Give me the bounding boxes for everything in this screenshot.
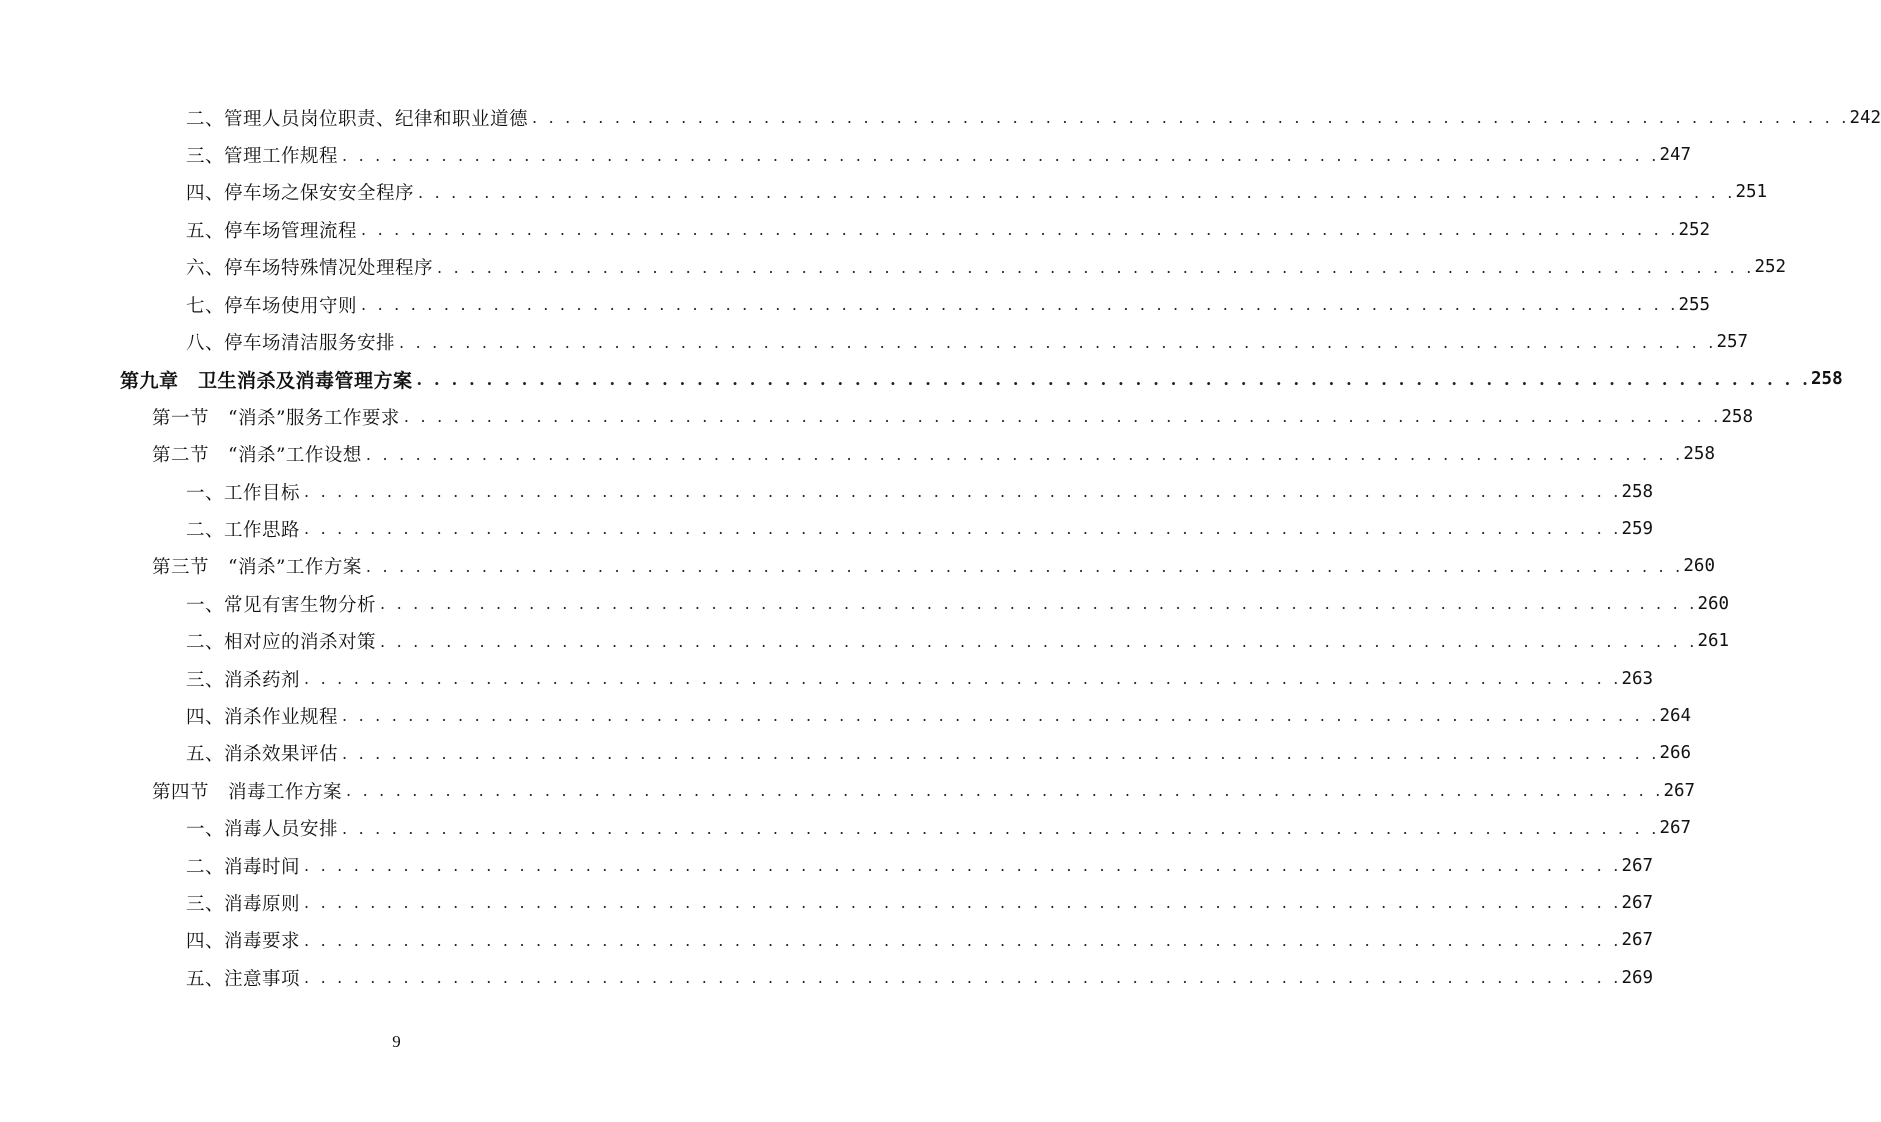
dot-leader: . . . . . . . . . . . . . . . . . . . . . . . . . . . . . . . . . . . . . . . . . . . . . . . . . . . . . . . . . . . . . . . . . . . . . . . . . . . . . . . . xyxy=(437,257,1755,277)
dot-leader: . . . . . . . . . . . . . . . . . . . . . . . . . . . . . . . . . . . . . . . . . . . . . . . . . . . . . . . . . . . . . . . . . . . . . . . . . . . . . . . . xyxy=(403,407,1722,427)
toc-entry-item xyxy=(0,323,1749,360)
toc-entry-title: 三、管理工作规程 xyxy=(186,146,339,168)
toc-entry-page-number: 247 xyxy=(1659,145,1692,166)
dot-leader: . . . . . . . . . . . . . . . . . . . . . . . . . . . . . . . . . . . . . . . . . . . . . . . . . . . . . . . . . . . . . . . . . . . . . . . . . . . . . . . . xyxy=(365,556,1684,576)
dot-leader: . . . . . . . . . . . . . . . . . . . . . . . . . . . . . . . . . . . . . . . . . . . . . . . . . . . . . . . . . . . . . . . . . . . . . . . . . . . . . . . . xyxy=(346,781,1664,801)
dot-leader: . . . . . . . . . . . . . . . . . . . . . . . . . . . . . . . . . . . . . . . . . . . . . . . . . . . . . . . . . . . . . . . . . . . . . . . . . . . . . . . . xyxy=(416,369,1811,389)
toc-entry-page-number: 266 xyxy=(1659,743,1692,764)
toc-entry-item xyxy=(0,286,1711,323)
toc-entry-title: 一、常见有害生物分析 xyxy=(186,594,377,616)
toc-entry-item xyxy=(0,697,1692,734)
dot-leader: . . . . . . . . . . . . . . . . . . . . . . . . . . . . . . . . . . . . . . . . . . . . . . . . . . . . . . . . . . . . . . . . . . . . . . . . . . . . . . . . xyxy=(304,893,1622,913)
toc-entry-item xyxy=(0,660,1654,697)
toc-entry-title: 一、工作目标 xyxy=(186,482,301,504)
toc-entry-page-number: 258 xyxy=(1683,444,1715,465)
toc-entry-item xyxy=(0,959,1654,996)
toc-entry-item xyxy=(0,622,1730,659)
toc-entry-title: 第九章 卫生消杀及消毒管理方案 xyxy=(120,369,413,392)
toc-entry-title: 二、管理人员岗位职责、纪律和职业道德 xyxy=(186,108,529,130)
toc-entry-page-number: 251 xyxy=(1735,182,1768,203)
toc-entry-page-number: 259 xyxy=(1621,518,1654,539)
toc-entry-page-number: 242 xyxy=(1849,107,1881,128)
dot-leader: . . . . . . . . . . . . . . . . . . . . . . . . . . . . . . . . . . . . . . . . . . . . . . . . . . . . . . . . . . . . . . . . . . . . . . . . . . . . . . . . xyxy=(380,631,1698,651)
toc-entry-item xyxy=(0,884,1654,921)
dot-leader: . . . . . . . . . . . . . . . . . . . . . . . . . . . . . . . . . . . . . . . . . . . . . . . . . . . . . . . . . . . . . . . . . . . . . . . . . . . . . . . . xyxy=(342,743,1660,763)
table-of-contents xyxy=(0,99,1881,996)
toc-entry-page-number: 267 xyxy=(1621,855,1654,876)
toc-entry-section xyxy=(0,436,1715,473)
toc-entry-title: 第三节 “消杀”工作方案 xyxy=(152,557,362,579)
dot-leader: . . . . . . . . . . . . . . . . . . . . . . . . . . . . . . . . . . . . . . . . . . . . . . . . . . . . . . . . . . . . . . . . . . . . . . . . . . . . . . . . xyxy=(304,519,1622,539)
toc-entry-title: 三、消杀药剂 xyxy=(186,669,301,691)
toc-entry-page-number: 260 xyxy=(1697,593,1730,614)
dot-leader: . . . . . . . . . . . . . . . . . . . . . . . . . . . . . . . . . . . . . . . . . . . . . . . . . . . . . . . . . . . . . . . . . . . . . . . . . . . . . . . . xyxy=(304,968,1622,988)
dot-leader: . . . . . . . . . . . . . . . . . . . . . . . . . . . . . . . . . . . . . . . . . . . . . . . . . . . . . . . . . . . . . . . . . . . . . . . . . . . . . . . . xyxy=(342,145,1660,165)
toc-entry-page-number: 252 xyxy=(1754,257,1787,278)
toc-entry-title: 五、注意事项 xyxy=(186,968,301,990)
page-number: 9 xyxy=(392,1032,401,1051)
toc-entry-title: 二、消毒时间 xyxy=(186,856,301,878)
toc-entry-item xyxy=(0,847,1654,884)
toc-entry-item xyxy=(0,99,1881,136)
dot-leader: . . . . . . . . . . . . . . . . . . . . . . . . . . . . . . . . . . . . . . . . . . . . . . . . . . . . . . . . . . . . . . . . . . . . . . . . . . . . . . . . xyxy=(380,594,1698,614)
dot-leader: . . . . . . . . . . . . . . . . . . . . . . . . . . . . . . . . . . . . . . . . . . . . . . . . . . . . . . . . . . . . . . . . . . . . . . . . . . . . . . . . xyxy=(304,482,1622,502)
toc-entry-item xyxy=(0,735,1692,772)
toc-entry-title: 第二节 “消杀”工作设想 xyxy=(152,445,362,467)
toc-entry-item xyxy=(0,211,1711,248)
toc-entry-item xyxy=(0,473,1654,510)
dot-leader: . . . . . . . . . . . . . . . . . . . . . . . . . . . . . . . . . . . . . . . . . . . . . . . . . . . . . . . . . . . . . . . . . . . . . . . . . . . . . . . . xyxy=(361,295,1679,315)
dot-leader: . . . . . . . . . . . . . . . . . . . . . . . . . . . . . . . . . . . . . . . . . . . . . . . . . . . . . . . . . . . . . . . . . . . . . . . . . . . . . . . . xyxy=(304,930,1622,950)
dot-leader: . . . . . . . . . . . . . . . . . . . . . . . . . . . . . . . . . . . . . . . . . . . . . . . . . . . . . . . . . . . . . . . . . . . . . . . . . . . . . . . . xyxy=(399,332,1717,352)
toc-entry-title: 八、停车场清洁服务安排 xyxy=(186,333,396,355)
toc-entry-page-number: 267 xyxy=(1621,930,1654,951)
dot-leader: . . . . . . . . . . . . . . . . . . . . . . . . . . . . . . . . . . . . . . . . . . . . . . . . . . . . . . . . . . . . . . . . . . . . . . . . . . . . . . . . xyxy=(304,856,1622,875)
toc-entry-item xyxy=(0,922,1654,959)
toc-entry-page-number: 252 xyxy=(1678,219,1711,240)
toc-entry-item xyxy=(0,174,1768,211)
toc-entry-title: 五、停车场管理流程 xyxy=(186,220,358,242)
dot-leader: . . . . . . . . . . . . . . . . . . . . . . . . . . . . . . . . . . . . . . . . . . . . . . . . . . . . . . . . . . . . . . . . . . . . . . . . . . . . . . . . xyxy=(365,444,1684,464)
toc-entry-chapter xyxy=(0,361,1843,398)
toc-entry-item xyxy=(0,585,1730,622)
toc-entry-page-number: 261 xyxy=(1697,631,1730,652)
dot-leader: . . . . . . . . . . . . . . . . . . . . . . . . . . . . . . . . . . . . . . . . . . . . . . . . . . . . . . . . . . . . . . . . . . . . . . . . . . . . . . . . xyxy=(342,818,1660,838)
toc-entry-page-number: 263 xyxy=(1621,668,1654,689)
toc-entry-page-number: 260 xyxy=(1683,556,1715,577)
toc-entry-title: 第四节 消毒工作方案 xyxy=(152,781,343,803)
toc-entry-page-number: 257 xyxy=(1716,332,1749,353)
toc-entry-page-number: 267 xyxy=(1663,780,1696,801)
toc-entry-title: 四、停车场之保安安全程序 xyxy=(186,183,415,205)
dot-leader: . . . . . . . . . . . . . . . . . . . . . . . . . . . . . . . . . . . . . . . . . . . . . . . . . . . . . . . . . . . . . . . . . . . . . . . . . . . . . . . . xyxy=(532,108,1850,128)
toc-entry-title: 六、停车场特殊情况处理程序 xyxy=(186,258,434,280)
dot-leader: . . . . . . . . . . . . . . . . . . . . . . . . . . . . . . . . . . . . . . . . . . . . . . . . . . . . . . . . . . . . . . . . . . . . . . . . . . . . . . . . xyxy=(304,669,1622,689)
toc-entry-title: 五、消杀效果评估 xyxy=(186,744,339,766)
toc-entry-title: 四、消毒要求 xyxy=(186,931,301,953)
toc-entry-title: 一、消毒人员安排 xyxy=(186,819,339,841)
dot-leader: . . . . . . . . . . . . . . . . . . . . . . . . . . . . . . . . . . . . . . . . . . . . . . . . . . . . . . . . . . . . . . . . . . . . . . . . . . . . . . . . xyxy=(342,706,1660,726)
dot-leader: . . . . . . . . . . . . . . . . . . . . . . . . . . . . . . . . . . . . . . . . . . . . . . . . . . . . . . . . . . . . . . . . . . . . . . . . . . . . . . . . xyxy=(361,220,1679,240)
toc-entry-page-number: 258 xyxy=(1721,406,1753,427)
toc-entry-page-number: 255 xyxy=(1678,294,1711,315)
toc-entry-page-number: 267 xyxy=(1659,818,1692,839)
toc-entry-page-number: 258 xyxy=(1811,369,1843,390)
toc-entry-item xyxy=(0,510,1654,547)
toc-entry-title: 七、停车场使用守则 xyxy=(186,295,358,317)
toc-entry-page-number: 269 xyxy=(1621,967,1654,988)
toc-entry-title: 三、消毒原则 xyxy=(186,893,301,915)
toc-entry-page-number: 267 xyxy=(1621,892,1654,913)
toc-entry-section xyxy=(0,772,1696,809)
toc-entry-title: 第一节 “消杀”服务工作要求 xyxy=(152,407,400,429)
toc-entry-section xyxy=(0,548,1715,585)
toc-entry-item xyxy=(0,249,1787,286)
toc-entry-item xyxy=(0,136,1692,173)
toc-entry-section xyxy=(0,398,1753,435)
toc-entry-page-number: 258 xyxy=(1621,481,1654,502)
dot-leader: . . . . . . . . . . . . . . . . . . . . . . . . . . . . . . . . . . . . . . . . . . . . . . . . . . . . . . . . . . . . . . . . . . . . . . . . . . . . . . . . xyxy=(418,182,1736,202)
toc-entry-item xyxy=(0,809,1692,846)
toc-entry-title: 二、工作思路 xyxy=(186,519,301,541)
toc-entry-page-number: 264 xyxy=(1659,705,1692,726)
toc-entry-title: 二、相对应的消杀对策 xyxy=(186,632,377,654)
toc-entry-title: 四、消杀作业规程 xyxy=(186,706,339,728)
